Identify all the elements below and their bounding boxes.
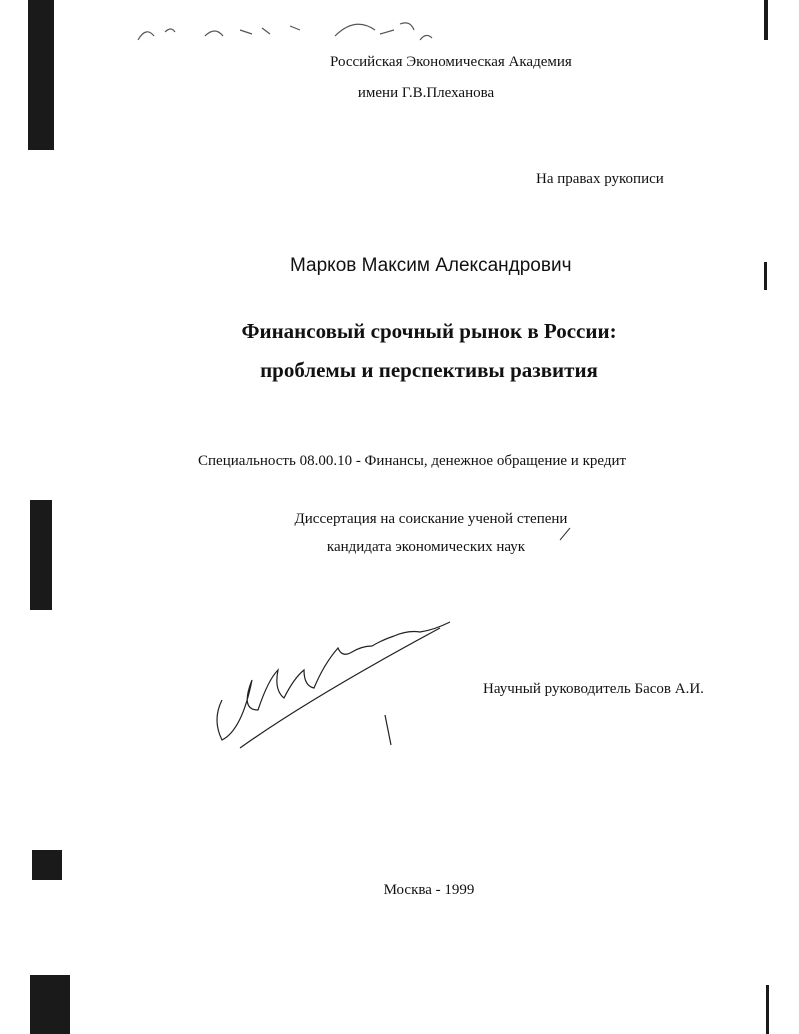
scan-edge-lower-left <box>32 850 62 880</box>
city-year: Москва - 1999 <box>383 882 475 898</box>
scan-edge-bottom-right <box>766 985 769 1034</box>
institution-name: Российская Экономическая Академия <box>330 54 572 70</box>
scan-edge-top-left <box>28 0 54 150</box>
scientific-supervisor: Научный руководитель Басов А.И. <box>483 681 704 697</box>
scan-edge-mid-right <box>764 262 767 290</box>
thesis-title-line2: проблемы и перспективы развития <box>260 358 598 382</box>
scan-edge-bottom-left <box>30 975 70 1034</box>
dissertation-degree-line1: Диссертация на соискание ученой степени <box>294 511 568 527</box>
author-name: Марков Максим Александрович <box>290 255 572 276</box>
scan-edge-top-right <box>764 0 768 40</box>
manuscript-note: На правах рукописи <box>536 171 664 187</box>
signature <box>217 622 450 748</box>
specialty: Специальность 08.00.10 - Финансы, денежное обращение и кредит <box>198 453 627 469</box>
top-scribble <box>138 23 432 40</box>
institution-named-after: имени Г.В.Плеханова <box>357 85 495 101</box>
thesis-title-line1: Финансовый срочный рынок в России: <box>241 319 617 343</box>
dissertation-degree-line2: кандидата экономических наук <box>326 539 526 555</box>
